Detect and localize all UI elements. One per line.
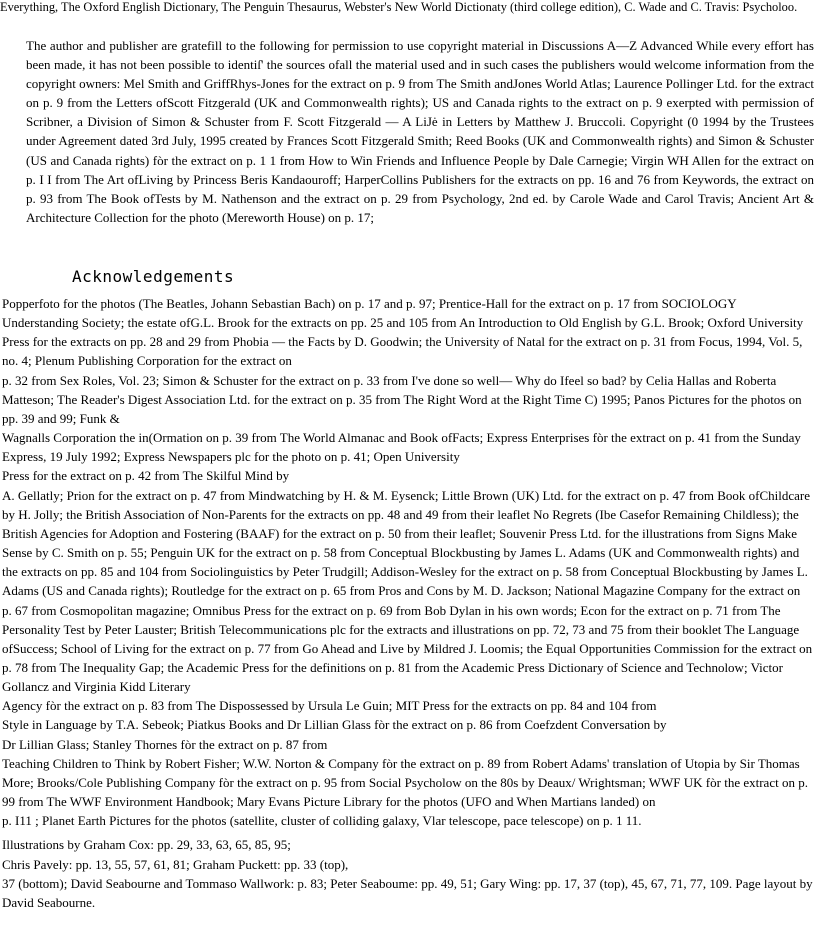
- acknowledgement-paragraph: Teaching Children to Think by Robert Fisher; W.W. Norton & Company fòr the extract on p. 89 from Robert Adams' translation of Utopia by Sir Thomas More; Brooks/Cole Publishing Company fòr the extract on p. 95 from Social Psycholow on the 80s by Deaux/ Wrightsman; WWF UK fòr the extract on p. 99 from The WWF Environment Handbook; Mary Evans Picture Library for the photos (UFO and When Martians landed) on: [2, 755, 808, 810]
- credit-line: Illustrations by Graham Cox: pp. 29, 33, 63, 65, 85, 95;: [2, 837, 291, 853]
- credit-line: 37 (bottom); David Seabourne and Tommaso Wallwork: p. 83; Peter Seaboume: pp. 49, 51; Gary Wing: pp. 17, 37 (top), 45, 67, 71, 77, 109. Page layout by David Seabourne.: [2, 875, 813, 910]
- acknowledgements-heading: Acknowledgements: [72, 267, 235, 286]
- acknowledgement-paragraph: Style in Language by T.A. Sebeok; Piatkus Books and Dr Lillian Glass fòr the extract on p. 86 from Coefzdent Conversation by: [2, 717, 667, 733]
- acknowledgement-paragraph: Dr Lillian Glass; Stanley Thornes fòr the extract on p. 87 from: [2, 736, 328, 752]
- acknowledgement-paragraph: Popperfoto for the photos (The Beatles, Johann Sebastian Bach) on p. 17 and p. 97; Prentice-Hall for the extract on p. 17 from SOCIOLOGY Understanding Society; the estate ofG.L. Brook for the extracts on pp. 25 and 105 from An Introduction to Old English by G.L. Brook; Oxford University Press for the extracts on pp. 28 and 29 from Phobia — the Facts by D. Goodwin; the University of Natal for the extract on p. 31 from Focus, 1994, Vol. 5, no. 4; Plenum Publishing Corporation for the extract on: [2, 296, 804, 369]
- acknowledgement-paragraph: p. 32 from Sex Roles, Vol. 23; Simon & Schuster for the extract on p. 33 from I've done so well— Why do Ifeel so bad? by Celia Hallas and Roberta Matteson; The Reader's Digest Association Ltd. for the extract on p. 35 from The Right Word at the Right Time C) 1995; Panos Pictures for the photos on pp. 39 and 99; Funk &: [2, 372, 802, 426]
- acknowledgement-paragraph: A. Gellatly; Prion for the extract on p. 47 from Mindwatching by H. & M. Eysenck; Little Brown (UK) Ltd. for the extract on p. 47 from Book ofChildcare by H. Jolly; the British Association of Non-Parents for the extracts on pp. 48 and 49 from their leaflet No Regrets (Ibe Casefor Remaining Childless); the British Agencies for Adoption and Fostering (BAAF) for the extract on p. 50 from their leaflet; Souvenir Press Ltd. for the illustrations from Signs Make Sense by C. Smith on p. 55; Penguin UK for the extract on p. 58 from Conceptual Blockbusting by James L. Adams (UK and Commonwealth rights) and the extracts on pp. 85 and 104 from Sociolinguistics by Peter Trudgill; Addison-Wesley for the extract on p. 58 from Conceptual Blockbusting by James L. Adams (US and Canada rights); Routledge for the extract on p. 65 from Pros and Cons by M. D. Jackson; National Magazine Company for the extract on p. 67 from Cosmopolitan magazine; Omnibus Press for the extract on p. 69 from Bob Dylan in his own words; Econ for the extract on p. 71 from The Personality Test by Peter Lauster; British Telecommunications plc for the extracts and illustrations on pp. 72, 73 and 75 from their booklet The Language ofSuccess; School of Living for the extract on p. 77 from Go Ahead and Live by Mildred J. Loomis; the Equal Opportunities Commission for the extract on p. 78 from The Inequality Gap; the Academic Press for the definitions on p. 81 from the Academic Press Dictionary of Science and Technolow; Victor Gollancz and Virginia Kidd Literary: [2, 487, 813, 695]
- acknowledgement-paragraph: Wagnalls Corporation the in(Ormation on p. 39 from The World Almanac and Book ofFacts; Express Enterprises fòr the extract on p. 41 from the Sunday Express, 19 July 1992; Express Newspapers plc for the photo on p. 41; Open University: [2, 430, 801, 465]
- acknowledgement-paragraph: p. I11 ; Planet Earth Pictures for the photos (satellite, cluster of colliding galaxy, Vlar telescope, pace telescope) on p. 1 11.: [2, 813, 642, 829]
- intro-paragraph: The author and publisher are gratefill to the following for permission to use copyright material in Discussions A—Z Advanced While every effort has been made, it has not been possible to identiſ' the sources ofall the material used and in such cases the publishers would welcome information from the copyright owners: Mel Smith and GriffRhys-Jones for the extract on p. 9 from The Smith andJones World Atlas; Laurence Pollinger Ltd. for the extract on p. 9 from the Letters ofScott Fitzgerald (UK and Commonwealth rights); US and Canada rights to the extract on p. 9 exerpted with permission of Scribner, a Division of Simon & Schuster from F. Scott Fitzgerald — A LiJė in Letters by Matthew J. Bruccoli. Copyright (0 1994 by the Trustees under Agreement dated 3rd July, 1995 created by Frances Scott Fitzgerald Smith; Reed Books (UK and Commonwealth rights) and Simon & Schuster (US and Canada rights) fòr the extract on p. 1 1 from How to Win Friends and Influence People by Dale Carnegie; Virgin WH Allen for the extract on p. I I from The Art ofLiving by Princess Beris Kandaouroff; HarperCollins Publishers for the extracts on pp. 16 and 76 from Keywords, the extract on p. 93 from The Book ofTests by M. Nathenson and the extract on p. 29 from Psychology, 2nd ed. by Carole Wade and Carol Travis; Ancient Art & Architecture Collection for the photo (Mereworth House) on p. 17;: [26, 38, 814, 225]
- acknowledgement-paragraph: Agency fòr the extract on p. 83 from The Dispossessed by Ursula Le Guin; MIT Press for the extracts on pp. 84 and 104 from: [2, 698, 657, 714]
- sources-note: Everything, The Oxford English Dictionary, The Penguin Thesaurus, Webster's New World Dictionaty (third college edition), C. Wade and C. Travis: Psycholoo.: [0, 0, 798, 14]
- acknowledgements-body: [2, 294, 813, 912]
- acknowledgement-paragraph: Press for the extract on p. 42 from The Skilful Mind by: [2, 468, 290, 484]
- credit-line: Chris Pavely: pp. 13, 55, 57, 61, 81; Graham Puckett: pp. 33 (top),: [2, 856, 349, 872]
